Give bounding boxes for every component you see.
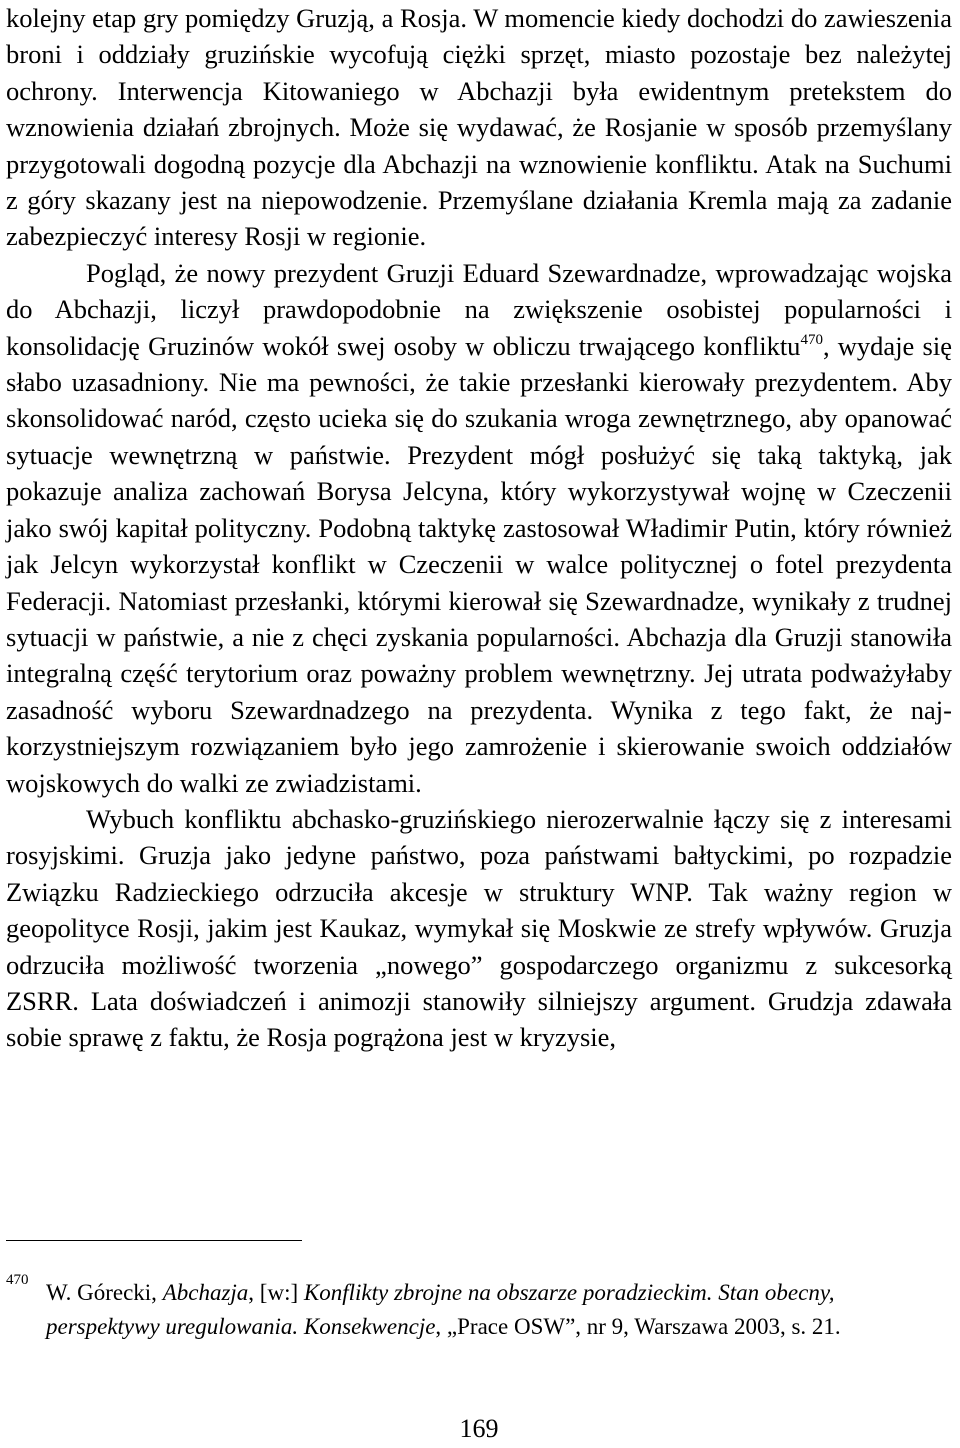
footnote-title: Abchazja [162, 1280, 249, 1305]
footnote-rest: , „Prace OSW”, nr 9, Warszawa 2003, s. 21. [435, 1314, 841, 1339]
paragraph-1: kolejny etap gry pomiędzy Gruzją, a Rosja. W momencie kiedy dochodzi do zawieszenia broni i oddziały gruzińskie wycofują ciężki sprzęt, miasto pozostaje bez należytej ochrony. Interwencja Kitowaniego w Abchazji była ewidentnym pretekstem do wznowienia działań zbrojnych. Może się wydawać, że Rosjanie w sposób przemyślany przygotowali dogodną pozycje dla Abchazji na wznowienie konfliktu. Atak na Suchumi z góry skazany jest na niepowodzenie. Przemyślane działania Kremla mają za zadanie zabezpieczyć interesy Rosji w regionie. [6, 3, 952, 252]
document-page [6, 0, 952, 1448]
footnote-text [46, 1276, 952, 1344]
paragraph-3: Wybuch konfliktu abchasko-gruzińskiego nierozerwalnie łączy się z interesami rosyjskimi. Gruzja jako jedyne państwo, poza państwami bałtyckimi, po rozpadzie Związku Radzieckiego odrzuciła akcesje w struktury WNP. Tak ważny region w geopolityce Rosji, jakim jest Kaukaz, wymykał się Moskwie ze strefy wpływów. Gruzja odrzuciła możliwość tworzenia „nowego” gospodarczego organizmu z sukcesorką ZSRR. Lata doświadczeń i animozji stanowiły silniejszy argument. Grudzja zdawała sobie sprawę z faktu, że Rosja pogrążona jest w kryzysie, [6, 803, 952, 1053]
page-number: 169 [459, 1414, 499, 1443]
body-text [6, 0, 952, 1056]
footnote-separator [6, 1240, 302, 1241]
paragraph-2-text-b: , wydaje się słabo uzasadniony. Nie ma pewności, że takie przesłanki kierowały prezydentem. Aby skonsolidować naród, często ucieka się do szukania wroga zewnętrznego, aby opanować sytuacje wewnętrzną w państwie. Prezydent mógł posłużyć się taką taktyką, jak pokazuje analiza zachowań Borysa Jelcyna, który wykorzystywał wojnę w Czeczenii jako swój kapitał polityczny. Podobną taktykę zastosował Władimir Putin, który również jak Jelcyn wykorzystał konflikt w Czeczenii w walce politycznej o fotel prezydenta Federacji. Natomiast przesłanki, którymi kierował się Szewardnadze, wynikały z trudnej sytuacji w państwie, a nie z chęci zyskania popularności. Abchazja dla Gruzji stanowiła integralną część terytorium oraz poważny problem wewnętrzny. Jej utrata podważyłaby zasadność wyboru Szewardnadzego na prezydenta. Wynika z tego fakt, że najkorzystniejszym rozwiązaniem było jego zamrożenie i skierowanie swoich oddziałów wojskowych do walki ze zwiadzistami. [6, 330, 952, 798]
footnote-author: W. Górecki, [46, 1280, 163, 1305]
footnote-connector: , [w:] [248, 1280, 304, 1305]
paragraph-2 [6, 255, 952, 801]
footnote-470 [6, 1272, 952, 1344]
footnote-reference: 470 [800, 331, 823, 348]
footnote-number: 470 [6, 1272, 29, 1288]
footnote-volume: Konflikty zbrojne na obszarze poradzieckim. Stan obecny, perspektywy uregulowania. Konsekwencje [46, 1280, 835, 1339]
paragraph-2-text-a: Pogląd, że nowy prezydent Gruzji Eduard Szewardnadze, wprowadzając wojska do Abchazji, liczył prawdopodobnie na zwiększenie osobistej popularności i konsolidację Gruzinów wokół swej osoby w obliczu trwającego konfliktu [6, 257, 952, 361]
